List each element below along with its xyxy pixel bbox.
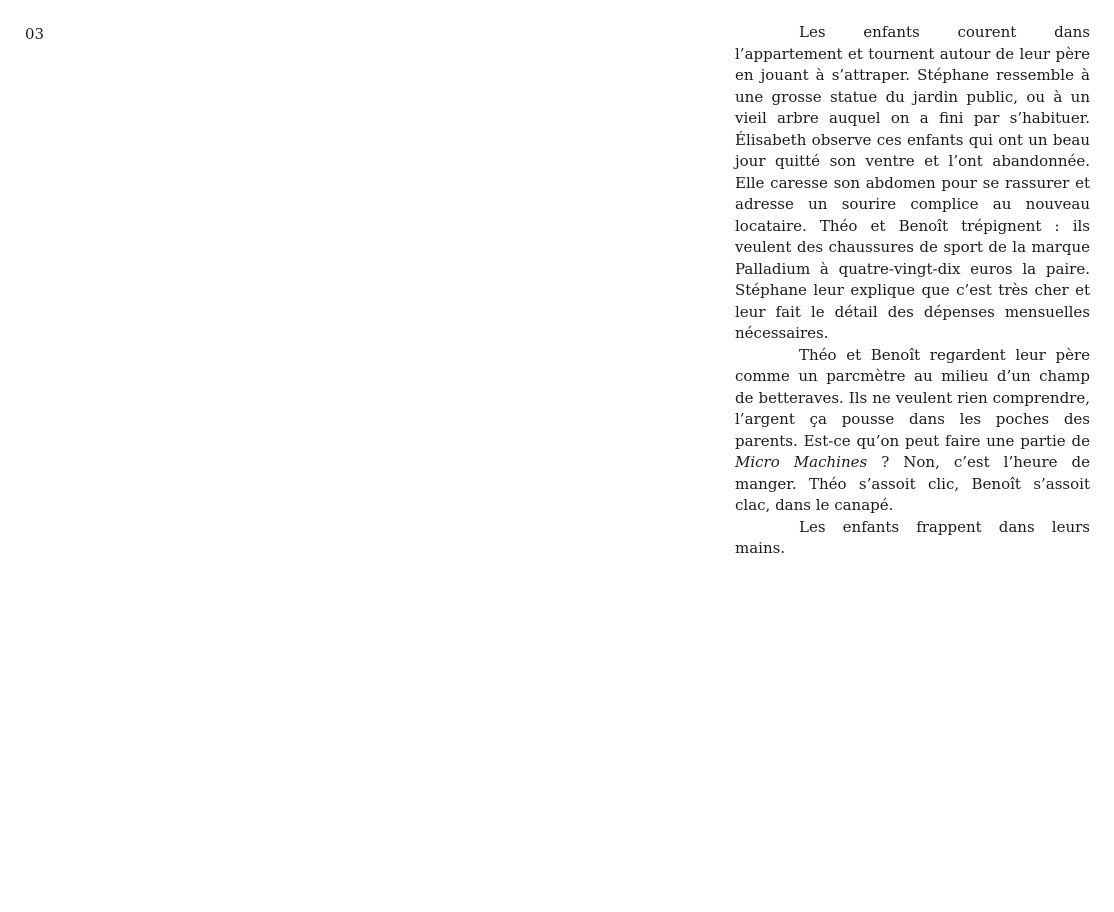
body-text-column bbox=[735, 22, 1090, 560]
page-number: 03 bbox=[25, 25, 45, 43]
paragraph-3: Les enfants frappent dans leurs mains. bbox=[735, 517, 1090, 557]
paragraph-2-text-start: Théo et Benoît regardent leur père comme un parcmètre au milieu d’un champ de betteraves. Ils ne veulent rien comprendre, l’argent ça pousse dans les poches des parents. Est-ce qu’on peut faire une partie de bbox=[735, 345, 1090, 450]
italic-title-micro-machines: Micro Machines bbox=[735, 453, 868, 471]
paragraph-1: Les enfants courent dans l’appartement et tournent autour de leur père en jouant à s’attraper. Stéphane ressemble à une grosse statue du jardin public, ou à un vieil arbre auquel on a fini par s’habituer. Élisabeth observe ces enfants qui ont un beau jour quitté son ventre et l’ont abandonnée. Elle caresse son abdomen pour se rassurer et adresse un sourire complice au nouveau locataire. Théo et Benoît trépignent : ils veulent des chaussures de sport de la marque Palladium à quatre-vingt-dix euros la paire. Stéphane leur explique que c’est très cher et leur fait le détail des dépenses mensuelles nécessaires. bbox=[735, 23, 1090, 342]
paragraph-2 bbox=[735, 345, 1090, 517]
paragraph-2-text-end: ? Non, c’est l’heure de manger. Théo s’assoit clic, Benoît s’assoit clac, dans le canapé. bbox=[735, 453, 1090, 514]
